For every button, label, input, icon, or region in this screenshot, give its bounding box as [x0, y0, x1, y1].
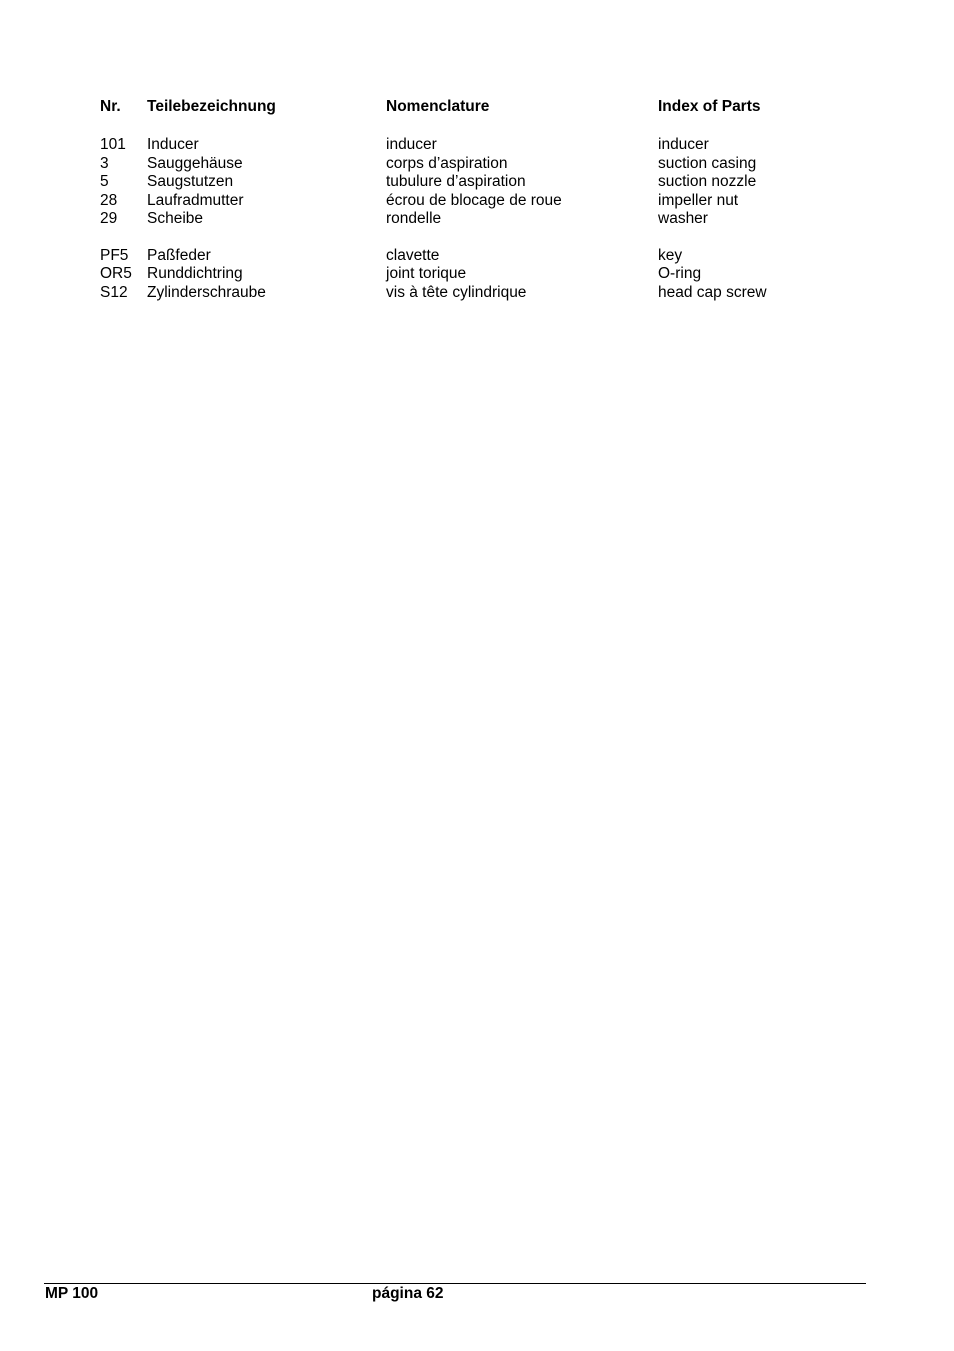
part-name-fr: joint torique: [386, 265, 467, 283]
part-name-de: Saugstutzen: [147, 173, 234, 191]
part-name-fr: corps d’aspiration: [386, 154, 508, 172]
part-name-en: O-ring: [658, 265, 702, 283]
part-name-fr: vis à tête cylindrique: [386, 283, 527, 301]
table-row: [100, 173, 820, 191]
part-name-de: Paßfeder: [147, 246, 211, 264]
part-number: OR5: [100, 265, 132, 283]
part-name-fr: tubulure d’aspiration: [386, 173, 526, 191]
table-row: [100, 265, 820, 283]
part-name-fr: clavette: [386, 246, 440, 264]
part-number: 101: [100, 136, 126, 154]
footer-divider: [44, 1283, 866, 1284]
parts-table: [100, 98, 820, 302]
part-name-en: suction nozzle: [658, 173, 757, 191]
part-name-en: impeller nut: [658, 191, 739, 209]
part-number: 5: [100, 173, 109, 191]
header-index-of-parts: Index of Parts: [658, 98, 761, 115]
footer-page-number: página 62: [372, 1285, 444, 1302]
footer-model: MP 100: [45, 1285, 99, 1302]
table-row: [100, 210, 820, 228]
header-nr: Nr.: [100, 98, 121, 115]
header-nomenclature: Nomenclature: [386, 98, 490, 115]
part-name-de: Sauggehäuse: [147, 154, 243, 172]
part-name-fr: rondelle: [386, 209, 442, 227]
table-row: [100, 192, 820, 210]
table-row: [100, 155, 820, 173]
table-row: [100, 284, 820, 302]
part-number: PF5: [100, 246, 129, 264]
part-name-en: washer: [658, 209, 708, 227]
table-row: [100, 136, 820, 154]
part-name-en: head cap screw: [658, 283, 767, 301]
header-teilebezeichnung: Teilebezeichnung: [147, 98, 276, 115]
part-name-de: Runddichtring: [147, 265, 243, 283]
part-name-fr: inducer: [386, 136, 437, 154]
part-number: S12: [100, 283, 128, 301]
part-name-de: Scheibe: [147, 209, 204, 227]
part-name-de: Zylinderschraube: [147, 283, 266, 301]
part-name-de: Inducer: [147, 136, 199, 154]
part-name-en: key: [658, 246, 683, 264]
part-number: 28: [100, 191, 118, 209]
part-name-en: suction casing: [658, 154, 757, 172]
table-row: [100, 247, 820, 265]
part-number: 3: [100, 154, 109, 172]
table-header: [100, 98, 820, 116]
part-name-de: Laufradmutter: [147, 191, 244, 209]
part-name-fr: écrou de blocage de roue: [386, 191, 562, 209]
part-number: 29: [100, 209, 118, 227]
part-name-en: inducer: [658, 136, 709, 154]
